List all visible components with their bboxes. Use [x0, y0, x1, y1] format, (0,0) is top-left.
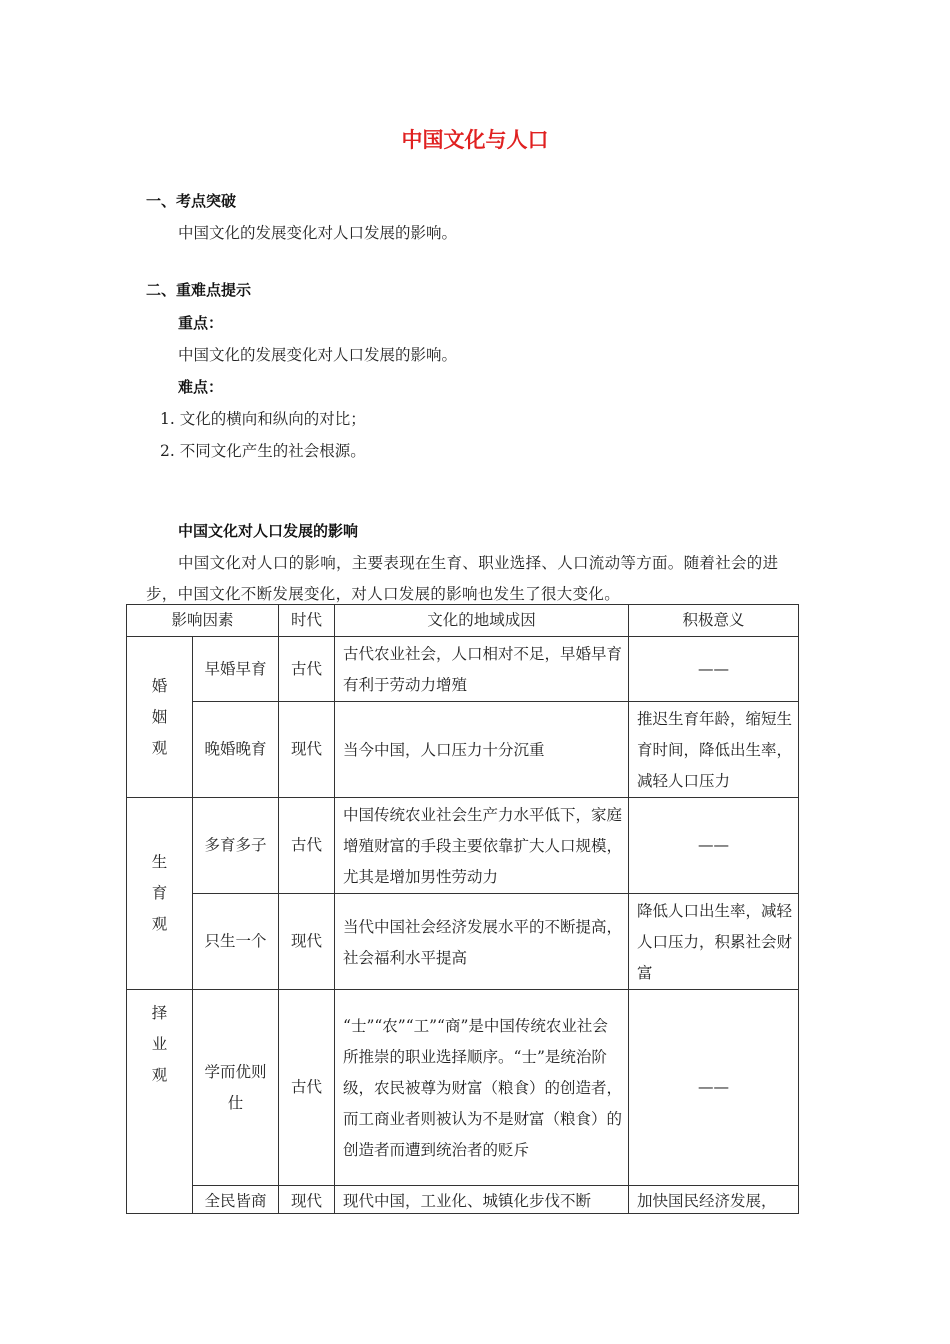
- factor-cell: 全民皆商: [204, 1192, 267, 1210]
- factor-cell: 早婚早育: [193, 637, 279, 702]
- era-cell: 现代: [279, 894, 335, 990]
- cause-cell: “士”“农”“工”“商”是中国传统农业社会所推崇的职业选择顺序。“士”是统治阶级，农民被尊为财富（粮食）的创造者，而工商业者则被认为不是财富（粮食）的创造者而遭到统治者的贬斥: [335, 990, 629, 1186]
- table-row: [127, 990, 799, 1186]
- key-text: 中国文化的发展变化对人口发展的影响。: [178, 346, 458, 364]
- factor-cell: 多育多子: [193, 798, 279, 894]
- significance-cell: ——: [629, 637, 799, 702]
- section3-heading: 中国文化对人口发展的影响: [178, 522, 359, 540]
- era-cell: 现代: [291, 1192, 323, 1210]
- section1-text: 中国文化的发展变化对人口发展的影响。: [178, 224, 458, 242]
- cause-cell: 古代农业社会，人口相对不足，早婚早育有利于劳动力增殖: [335, 637, 629, 702]
- era-cell: 古代: [279, 637, 335, 702]
- significance-cell: 推迟生育年龄，缩短生育时间，降低出生率，减轻人口压力: [629, 702, 799, 798]
- factor-cell: 晚婚晚育: [193, 702, 279, 798]
- significance-cell: 加快国民经济发展，: [637, 1192, 777, 1210]
- difficulty-label: 难点：: [178, 378, 224, 396]
- page-title: 中国文化与人口: [401, 128, 549, 152]
- table-row: [127, 637, 799, 702]
- table-row: [127, 894, 799, 990]
- table-row: [127, 702, 799, 798]
- category-marriage: 婚姻观: [127, 637, 193, 798]
- table-row: [127, 1186, 799, 1214]
- category-career: 择业观: [127, 990, 193, 1214]
- cause-cell: 当今中国，人口压力十分沉重: [335, 702, 629, 798]
- section1-heading: 一、考点突破: [146, 192, 237, 210]
- era-cell: 古代: [279, 990, 335, 1186]
- table-header-row: [127, 605, 799, 637]
- significance-cell: ——: [629, 798, 799, 894]
- header-factor: 影响因素: [127, 605, 279, 637]
- header-cause: 文化的地域成因: [335, 605, 629, 637]
- factor-cell: 学而优则仕: [193, 990, 279, 1186]
- significance-cell: 降低人口出生率，减轻人口压力，积累社会财富: [629, 894, 799, 990]
- factor-cell: 只生一个: [193, 894, 279, 990]
- section3-paragraph: 中国文化对人口的影响，主要表现在生育、职业选择、人口流动等方面。随着社会的进步，中国文化不断发展变化，对人口发展的影响也发生了很大变化。: [146, 554, 779, 603]
- cause-cell: 现代中国，工业化、城镇化步伐不断: [343, 1192, 592, 1210]
- era-cell: 现代: [279, 702, 335, 798]
- cause-cell: 中国传统农业社会生产力水平低下，家庭增殖财富的手段主要依靠扩大人口规模，尤其是增加男性劳动力: [335, 798, 629, 894]
- header-significance: 积极意义: [629, 605, 799, 637]
- culture-population-table: [126, 604, 799, 1214]
- category-fertility: 生育观: [127, 798, 193, 990]
- era-cell: 古代: [279, 798, 335, 894]
- cause-cell: 当代中国社会经济发展水平的不断提高，社会福利水平提高: [335, 894, 629, 990]
- section2-heading: 二、重难点提示: [146, 281, 252, 299]
- table-row: [127, 798, 799, 894]
- significance-cell: ——: [629, 990, 799, 1186]
- difficulty-item-2: 2. 不同文化产生的社会根源。: [160, 442, 366, 460]
- difficulty-item-1: 1. 文化的横向和纵向的对比；: [160, 410, 366, 428]
- key-label: 重点：: [178, 314, 224, 332]
- header-era: 时代: [279, 605, 335, 637]
